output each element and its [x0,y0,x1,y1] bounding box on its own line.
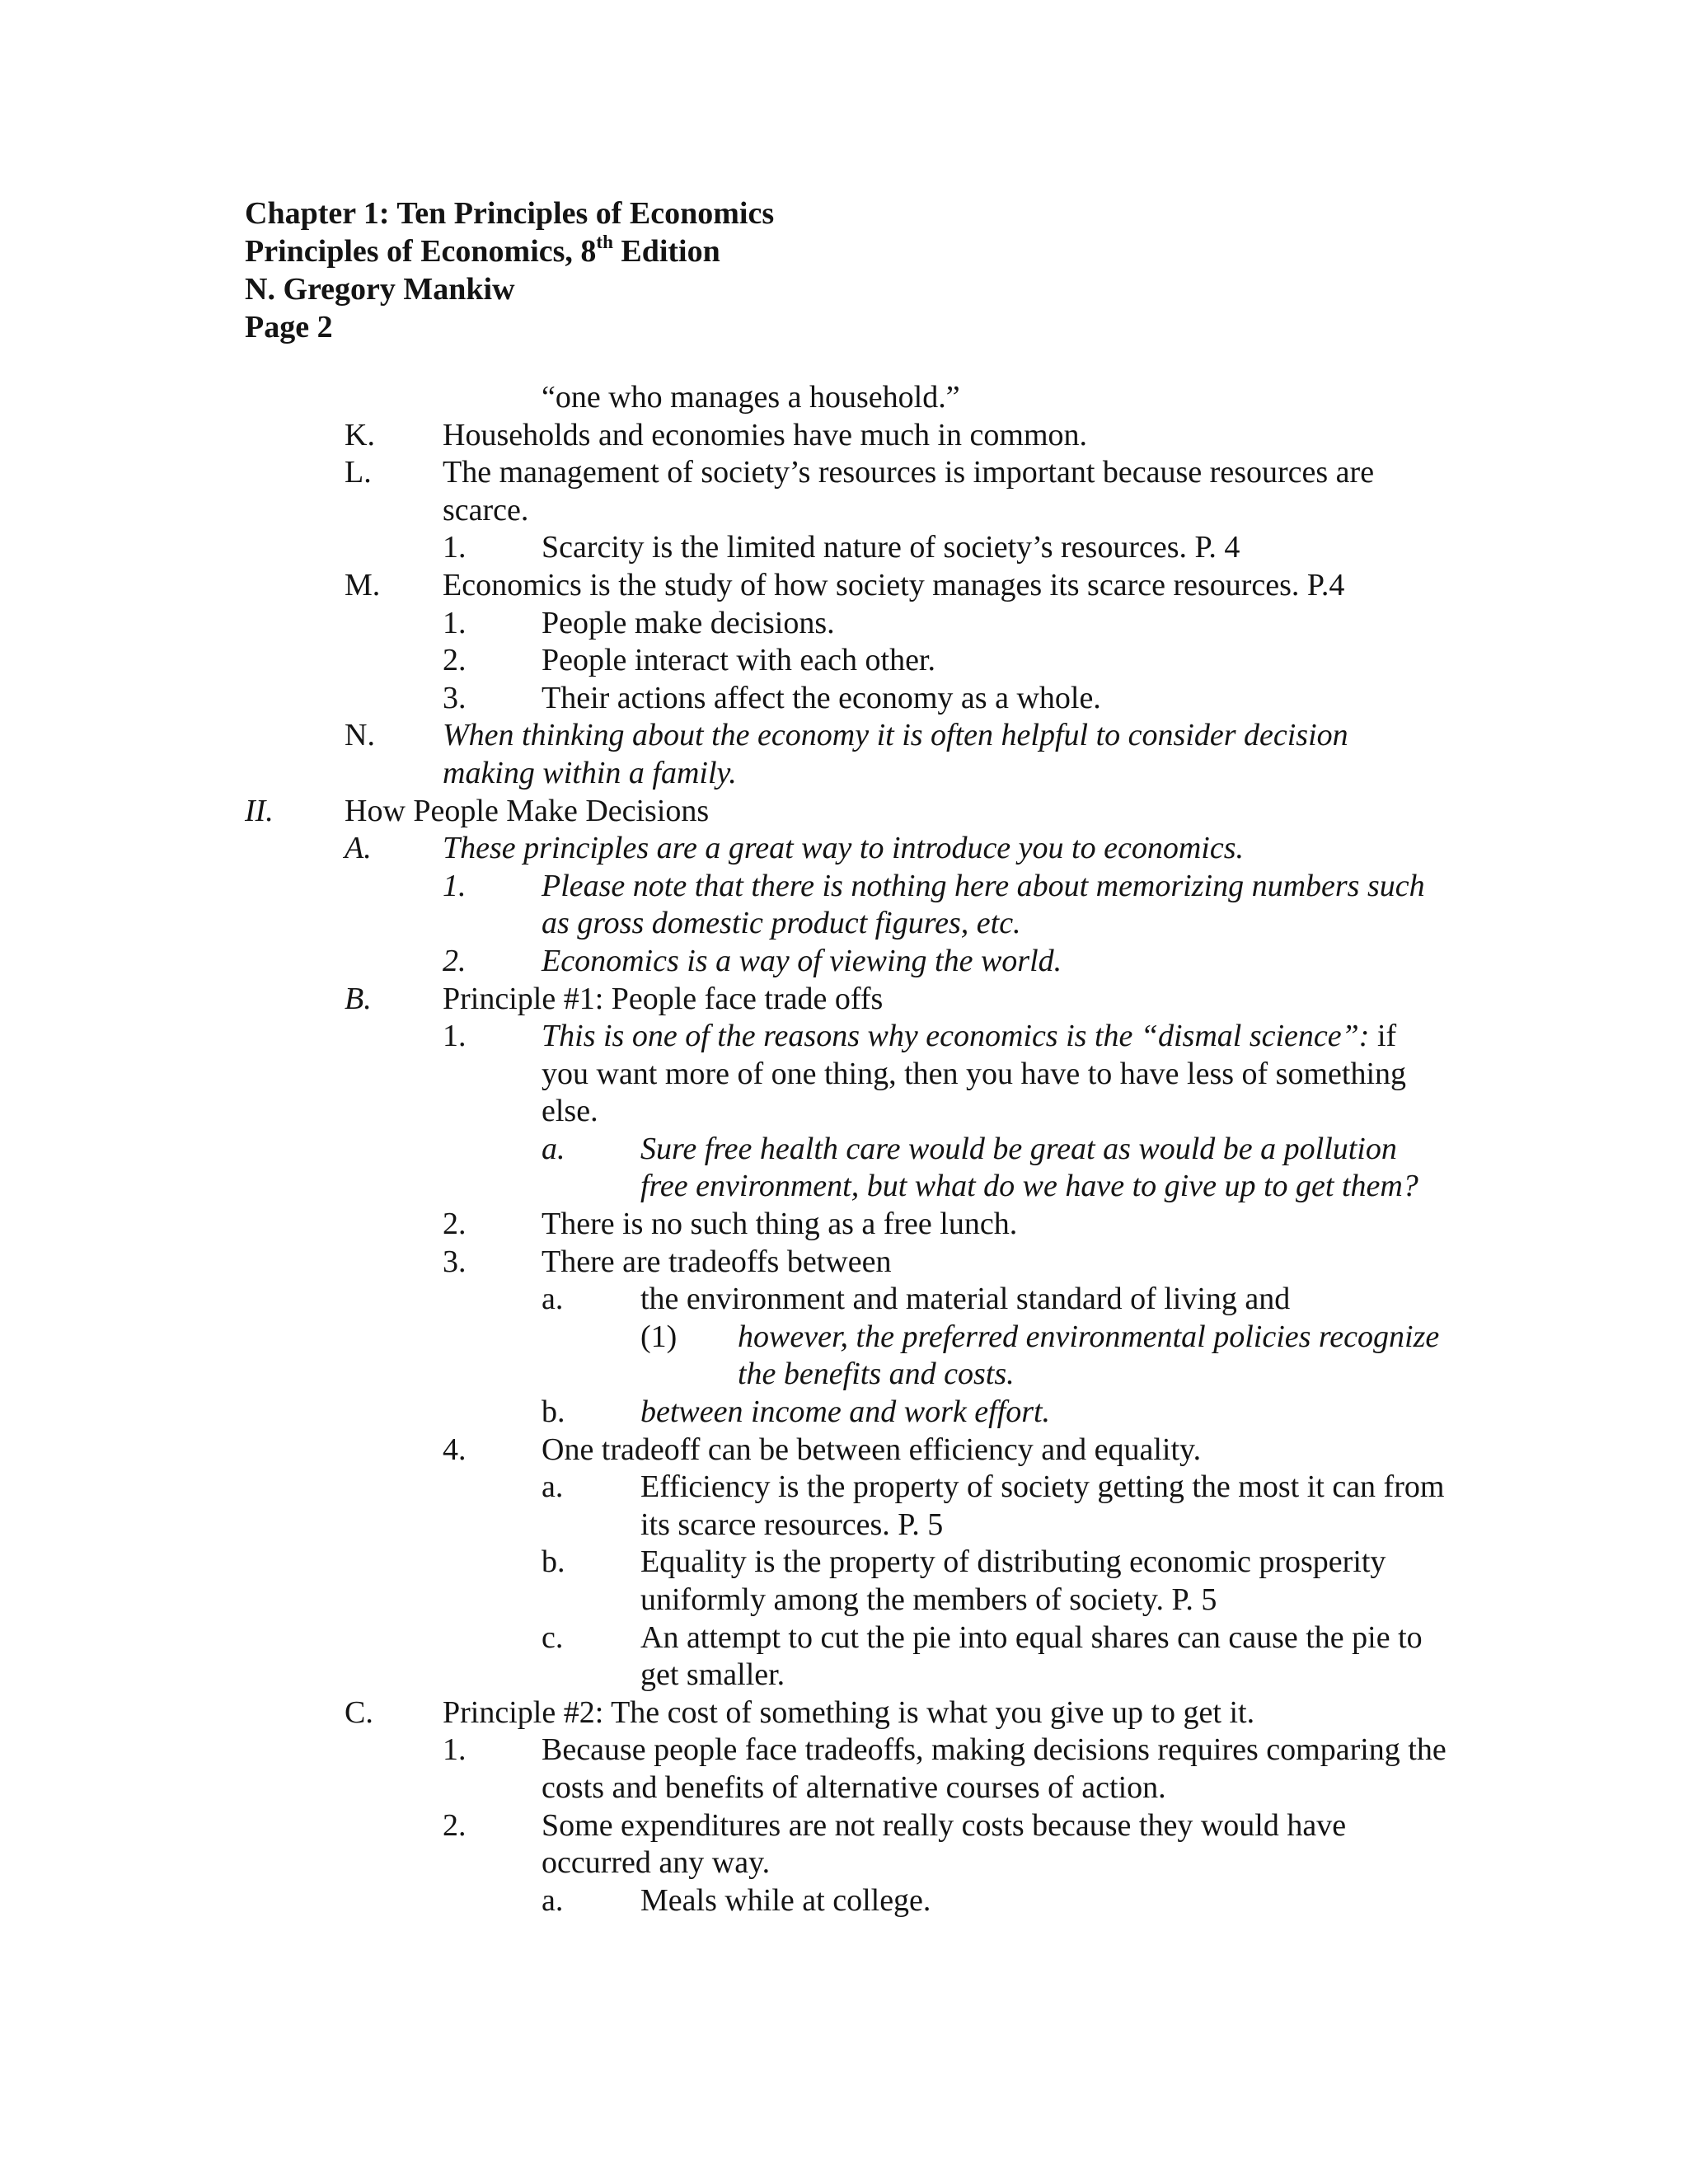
outline-item [0,417,1688,455]
outline-marker: 3. [443,680,467,715]
outline-item [0,830,1688,868]
outline-marker: K. [345,417,375,452]
outline-item [0,793,1688,831]
outline-item [0,943,1688,981]
chapter-title: Chapter 1: Ten Principles of Economics [245,196,775,231]
outline-item [0,1732,1688,1807]
outline-item [0,379,1688,417]
outline-text: Sure free health care would be great as would be a pollution free environment, but what do we have to give up to get them? [640,1131,1418,1204]
outline-text: Their actions affect the economy as a whole. [542,680,1101,715]
outline-item [0,680,1688,718]
book-title [245,232,774,270]
outline-text: between income and work effort. [640,1394,1051,1430]
outline-marker: 2. [443,1807,467,1843]
outline-marker: 4. [443,1432,467,1467]
outline-item [0,1319,1688,1394]
outline-text: Some expenditures are not really costs because they would have occurred any way. [542,1807,1347,1881]
outline-marker: 1. [443,868,467,903]
outline-text: Equality is the property of distributing economic prosperity uniformly among the members of society. P. 5 [640,1544,1386,1617]
outline-item [0,981,1688,1019]
outline-text: People make decisions. [542,605,835,640]
outline-marker: B. [345,981,372,1016]
outline-text: Meals while at college. [640,1882,931,1918]
outline-text: the environment and material standard of living and [640,1282,1291,1317]
outline-marker: b. [542,1544,565,1580]
outline-text: Because people face tradeoffs, making decisions requires comparing the costs and benefits of alternative courses of action. [542,1732,1447,1805]
outline-marker: L. [345,455,372,490]
outline-item [0,1469,1688,1544]
edition-superscript: th [596,232,613,253]
outline-marker: A. [345,831,372,866]
outline-text: Principle #1: People face trade offs [443,981,884,1016]
outline-text: Scarcity is the limited nature of society’s resources. P. 4 [542,530,1240,565]
outline-marker: C. [345,1694,373,1730]
outline-text: however, the preferred environmental policies recognize the benefits and costs. [738,1319,1440,1392]
outline-marker: c. [542,1619,564,1655]
outline-item [0,1619,1688,1694]
outline-item [0,529,1688,567]
outline-text: Economics is the study of how society manages its scarce resources. P.4 [443,567,1345,602]
outline-item [0,642,1688,680]
outline-item [0,1544,1688,1619]
outline-marker: 1. [443,1732,467,1768]
outline-item [0,1244,1688,1282]
outline-text: One tradeoff can be between efficiency and equality. [542,1432,1202,1467]
outline-text: There are tradeoffs between [542,1244,892,1279]
outline-item [0,1432,1688,1469]
outline-text: Efficiency is the property of society getting the most it can from its scarce resources. P. 5 [640,1469,1445,1542]
outline-marker: 2. [443,1207,467,1242]
outline-marker: (1) [640,1319,678,1354]
book-title-edition: Edition [612,234,720,269]
author-name: N. Gregory Mankiw [245,272,515,307]
outline-text: Principle #2: The cost of something is what you give up to get it. [443,1694,1255,1730]
outline-item [0,1018,1688,1131]
outline-text: The management of society’s resources is important because resources are scarce. [443,455,1375,527]
outline-marker: 1. [443,530,467,565]
page-number: Page 2 [245,310,333,344]
outline-marker: M. [345,567,381,602]
outline-text: How People Make Decisions [345,793,710,828]
outline-text [542,1018,1447,1131]
outline-marker: a. [542,1469,564,1505]
outline-text: People interact with each other. [542,643,935,678]
outline-item [0,1206,1688,1244]
outline-text: Economics is a way of viewing the world. [542,943,1062,978]
outline-marker: 1. [443,605,467,640]
outline-text: There is no such thing as a free lunch. [542,1207,1018,1242]
outline-text: Please note that there is nothing here about memorizing numbers such as gross domestic product figures, etc. [542,868,1425,941]
outline-item [0,605,1688,643]
outline-text: An attempt to cut the pie into equal shares can cause the pie to get smaller. [640,1619,1423,1693]
outline-item [0,1807,1688,1882]
outline-text: These principles are a great way to introduce you to economics. [443,831,1244,866]
book-title-text: Principles of Economics, 8 [245,234,597,269]
outline-marker: II. [245,793,274,828]
outline-body [0,379,1688,1919]
outline-item [0,1882,1688,1920]
outline-marker: 1. [443,1019,467,1054]
outline-item [0,567,1688,605]
outline-item [0,717,1688,792]
outline-text: “one who manages a household.” [542,380,960,415]
outline-marker: a. [542,1131,565,1166]
outline-item [0,1131,1688,1206]
outline-marker: N. [345,718,375,753]
outline-text: Households and economies have much in common. [443,417,1088,452]
outline-marker: a. [542,1282,564,1317]
outline-text: When thinking about the economy it is often helpful to consider decision making within a family. [443,718,1348,790]
outline-marker: b. [542,1394,565,1430]
outline-marker: 2. [443,643,467,678]
outline-marker: 2. [443,943,467,978]
outline-item [0,1281,1688,1319]
outline-item [0,1694,1688,1732]
outline-item [0,868,1688,943]
outline-item [0,454,1688,529]
outline-marker: a. [542,1882,564,1918]
outline-text-italic: This is one of the reasons why economics is the “dismal science”: [542,1019,1370,1054]
document-header [245,194,774,346]
outline-marker: 3. [443,1244,467,1279]
outline-item [0,1394,1688,1432]
outline-text-rest: if you want more of one thing, then you have to have less of something else. [542,1019,1407,1129]
